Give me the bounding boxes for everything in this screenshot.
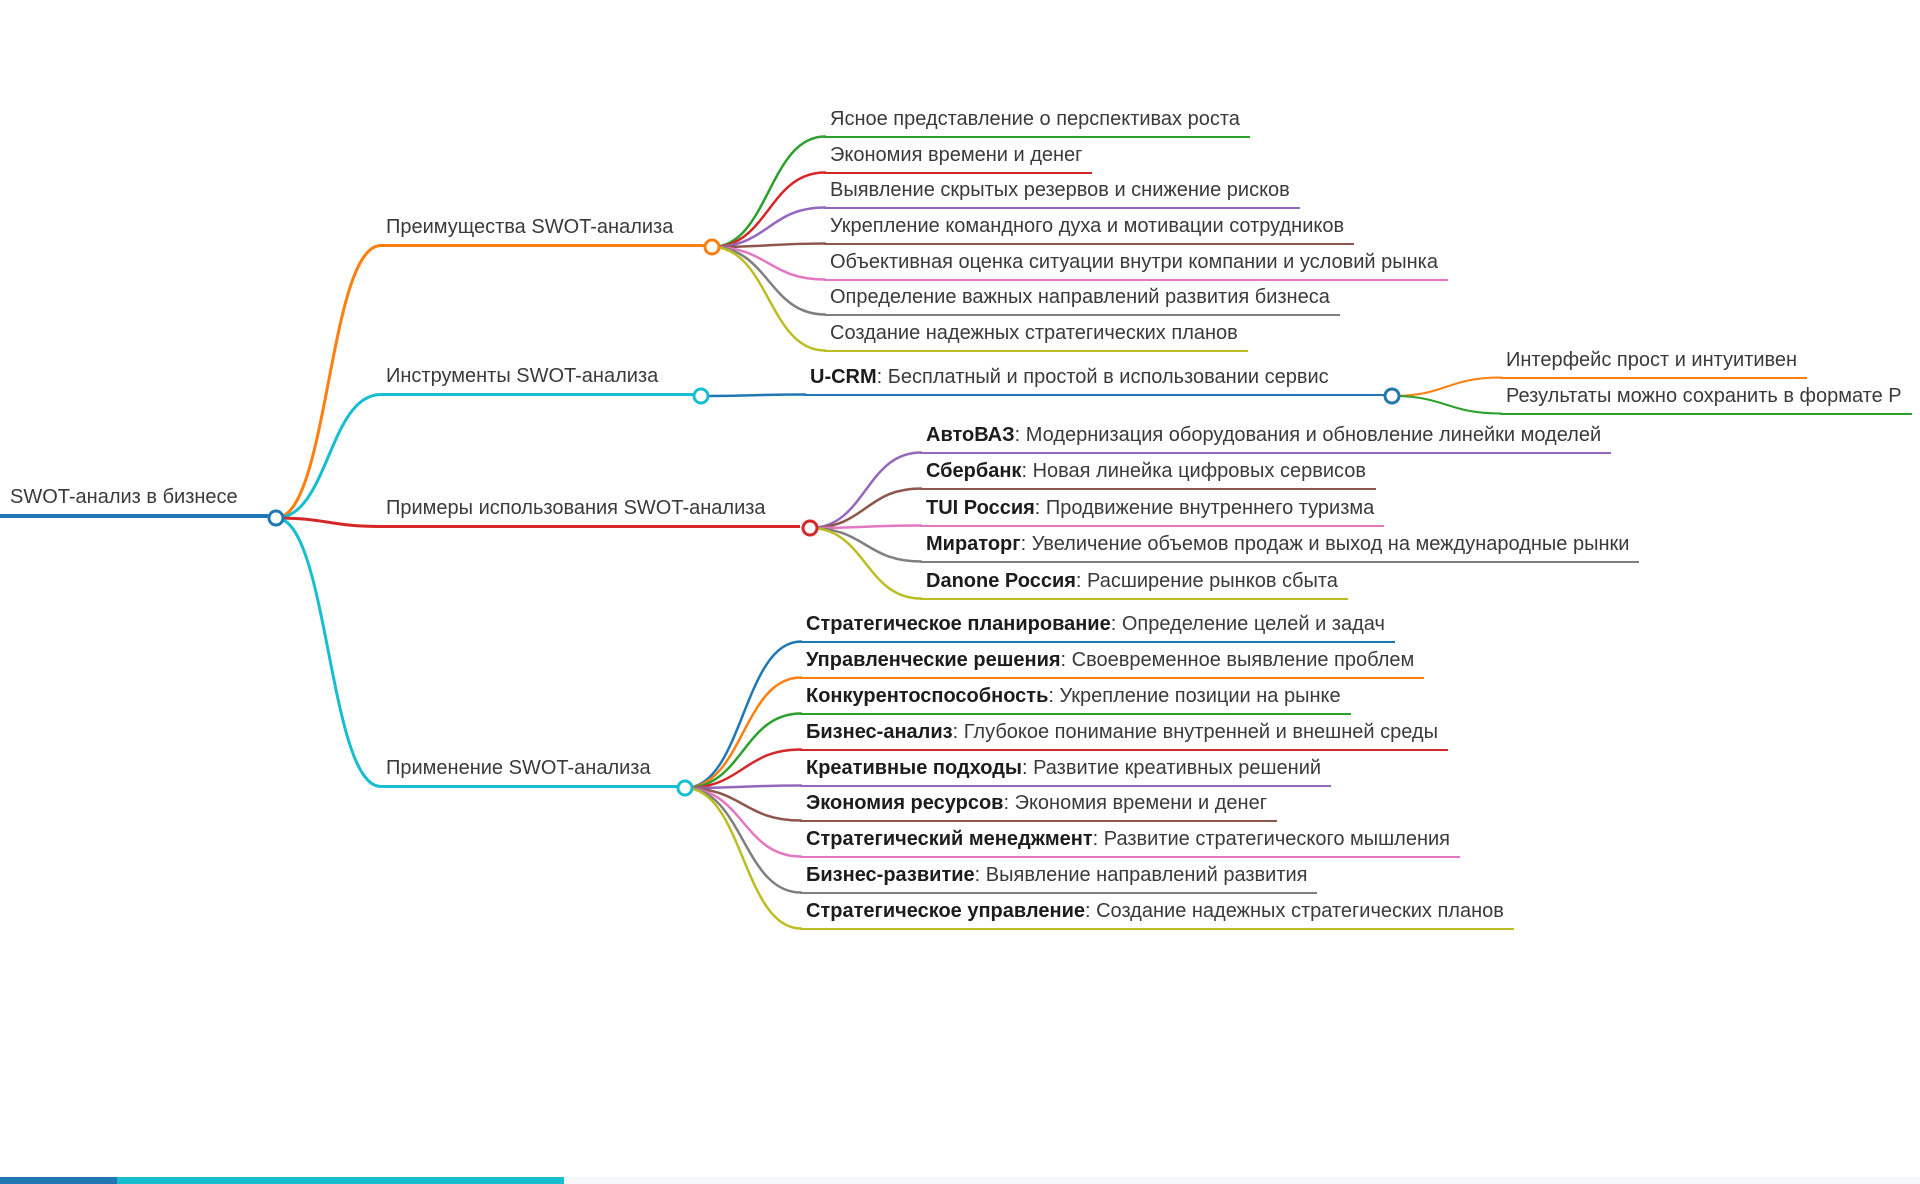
link-to-adv-3 — [712, 208, 825, 248]
link-to-ucrm — [701, 395, 805, 397]
leaf-resource-saving-label: : Экономия времени и денег — [1003, 792, 1268, 814]
toggle-circle-application[interactable] — [678, 781, 692, 795]
link-to-ex-4 — [810, 528, 921, 562]
leaf-creative-approaches-term: Креативные подходы — [806, 757, 1022, 779]
branch-tools-label: Инструменты SWOT-анализа — [386, 365, 659, 387]
toggle-circle-tools[interactable] — [694, 389, 708, 403]
node-ucrm-label: : Бесплатный и простой в использовании сервис — [876, 366, 1329, 388]
leaf-creative-approaches-label: : Развитие креативных решений — [1021, 757, 1322, 779]
link-to-app-9 — [685, 788, 801, 929]
leaf-miratorg — [920, 533, 1639, 563]
leaf-business-development-term: Бизнес-развитие — [806, 864, 975, 886]
leaf-business-analysis-label: : Глубокое понимание внутренней и внешней среды — [952, 721, 1438, 743]
bottom-bar-blue-segment — [0, 1177, 117, 1184]
leaf-strategic-control-term: Стратегическое управление — [806, 900, 1085, 922]
leaf-danone-russia — [920, 570, 1348, 600]
leaf-save-time-money-label: Экономия времени и денег — [830, 144, 1083, 166]
leaf-save-time-money — [824, 144, 1092, 174]
leaf-strategic-control-label: : Создание надежных стратегических планов — [1085, 900, 1504, 922]
leaf-save-results-format-label: Результаты можно сохранить в формате P — [1506, 385, 1902, 407]
link-to-adv-6 — [712, 247, 825, 315]
leaf-tui-russia-term: TUI Россия — [926, 497, 1035, 519]
link-to-adv-1 — [712, 137, 825, 248]
leaf-team-spirit-label: Укрепление командного духа и мотивации сотрудников — [830, 215, 1345, 237]
leaf-resource-saving — [800, 792, 1277, 822]
link-to-application — [276, 518, 381, 787]
leaf-sberbank — [920, 460, 1376, 490]
leaf-danone-russia-label: : Расширение рынков сбыта — [1075, 570, 1338, 592]
link-to-ucrm-1 — [1392, 378, 1501, 397]
leaf-miratorg-term: Мираторг — [926, 533, 1021, 555]
link-to-tools — [276, 395, 381, 519]
toggle-circle-root[interactable] — [269, 511, 283, 525]
leaf-management-decisions-term: Управленческие решения — [806, 649, 1061, 671]
leaf-team-spirit — [824, 215, 1354, 245]
leaf-strategic-management — [800, 828, 1460, 858]
toggle-circle-examples[interactable] — [803, 521, 817, 535]
leaf-miratorg-label: : Увеличение объемов продаж и выход на международные рынки — [1020, 533, 1630, 555]
leaf-simple-interface-label: Интерфейс прост и интуитивен — [1506, 349, 1798, 371]
bottom-bar-teal-segment — [117, 1177, 564, 1184]
leaf-strategic-planning-label: : Определение целей и задач — [1110, 613, 1385, 635]
leaf-management-decisions — [800, 649, 1424, 679]
leaf-management-decisions-label: : Своевременное выявление проблем — [1060, 649, 1415, 671]
leaf-avtovaz-label: : Модернизация оборудования и обновление линейки моделей — [1014, 424, 1602, 446]
leaf-avtovaz-term: АвтоВАЗ — [926, 424, 1015, 446]
link-to-advantages — [276, 246, 381, 519]
branch-examples — [380, 497, 800, 528]
toggle-circle-advantages[interactable] — [705, 240, 719, 254]
leaf-sberbank-term: Сбербанк — [926, 460, 1022, 482]
leaf-sberbank-label: : Новая линейка цифровых сервисов — [1021, 460, 1366, 482]
leaf-business-development-label: : Выявление направлений развития — [974, 864, 1308, 886]
leaf-tui-russia — [920, 497, 1384, 527]
leaf-tui-russia-label: : Продвижение внутреннего туризма — [1034, 497, 1375, 519]
leaf-strategic-management-term: Стратегический менеджмент — [806, 828, 1093, 850]
branch-advantages-label: Преимущества SWOT-анализа — [386, 216, 674, 238]
leaf-objective-assessment — [824, 251, 1448, 281]
branch-examples-label: Примеры использования SWOT-анализа — [386, 497, 766, 519]
node-ucrm — [804, 366, 1384, 396]
root-node — [0, 486, 268, 518]
leaf-reliable-plans-label: Создание надежных стратегических планов — [830, 322, 1238, 344]
leaf-strategic-management-label: : Развитие стратегического мышления — [1092, 828, 1451, 850]
leaf-hidden-reserves-label: Выявление скрытых резервов и снижение рисков — [830, 179, 1290, 201]
leaf-objective-assessment-label: Объективная оценка ситуации внутри компании и условий рынка — [830, 251, 1438, 273]
leaf-key-directions — [824, 286, 1340, 316]
branch-advantages — [380, 216, 704, 247]
leaf-business-analysis — [800, 721, 1448, 751]
leaf-clear-growth-outlook — [824, 108, 1250, 138]
leaf-business-analysis-term: Бизнес-анализ — [806, 721, 953, 743]
leaf-resource-saving-term: Экономия ресурсов — [806, 792, 1004, 814]
link-to-ex-2 — [810, 489, 921, 529]
leaf-competitiveness-term: Конкурентоспособность — [806, 685, 1049, 707]
leaf-competitiveness — [800, 685, 1351, 715]
leaf-strategic-planning — [800, 613, 1395, 643]
leaf-key-directions-label: Определение важных направлений развития бизнеса — [830, 286, 1330, 308]
leaf-clear-growth-outlook-label: Ясное представление о перспективах роста — [830, 108, 1240, 130]
leaf-business-development — [800, 864, 1317, 894]
leaf-strategic-control — [800, 900, 1514, 930]
link-to-ex-5 — [810, 528, 921, 599]
link-to-app-1 — [685, 642, 801, 789]
branch-tools — [380, 365, 693, 396]
leaf-creative-approaches — [800, 757, 1331, 787]
link-to-app-7 — [685, 788, 801, 857]
leaf-strategic-planning-term: Стратегическое планирование — [806, 613, 1111, 635]
leaf-reliable-plans — [824, 322, 1248, 352]
leaf-avtovaz — [920, 424, 1611, 454]
branch-application — [380, 757, 677, 788]
root-node-label: SWOT-анализ в бизнесе — [10, 486, 238, 508]
bottom-color-bar — [0, 1177, 1920, 1184]
leaf-competitiveness-label: : Укрепление позиции на рынке — [1048, 685, 1341, 707]
toggle-circle-ucrm[interactable] — [1385, 389, 1399, 403]
link-to-ucrm-2 — [1392, 396, 1501, 414]
branch-application-label: Применение SWOT-анализа — [386, 757, 651, 779]
leaf-danone-russia-term: Danone Россия — [926, 570, 1076, 592]
link-to-app-2 — [685, 678, 801, 789]
leaf-save-results-format — [1500, 385, 1912, 415]
node-ucrm-term: U-CRM — [810, 366, 877, 388]
leaf-hidden-reserves — [824, 179, 1300, 209]
leaf-simple-interface — [1500, 349, 1807, 379]
